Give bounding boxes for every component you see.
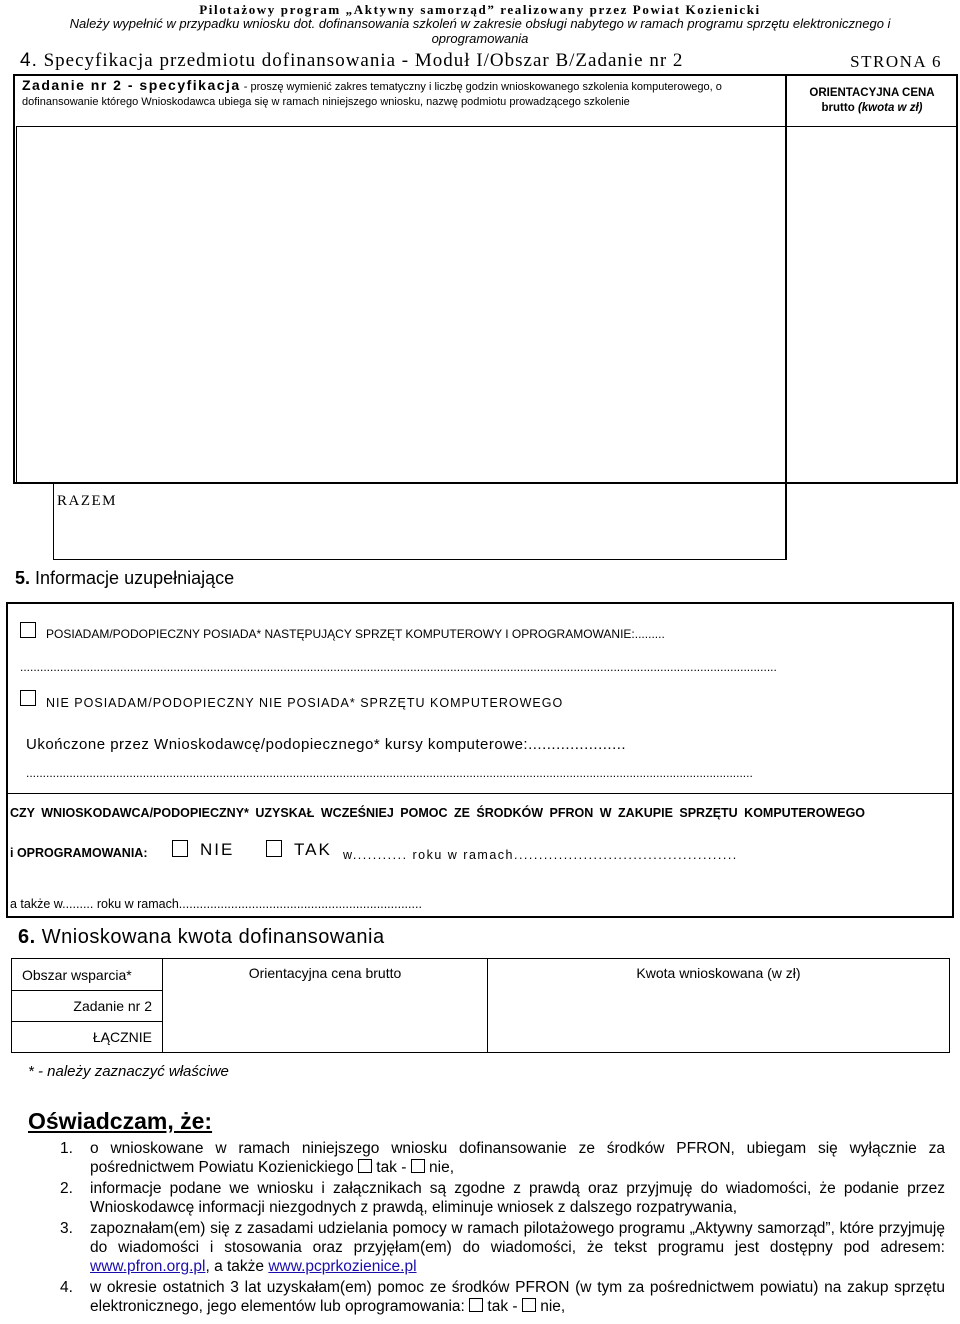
specification-instructions: - proszę wymienić zakres tematyczny i liczbę godzin wnioskowanego szkolenia komputerowego, o dofinansowanie którego Wnioskodawca ubiega się w ramach niniejszego wniosku, nazwę podmiotu prowadzącego szkolenie bbox=[22, 81, 722, 108]
pfron-question-continued: i OPROGRAMOWANIA: bbox=[10, 846, 148, 860]
form-instruction: Należy wypełnić w przypadku wniosku dot. dofinansowania szkoleń w zakresie obsługi nabytego w ramach programu sprzętu elektronicznego i oprogramowania bbox=[69, 16, 891, 46]
total-label: RAZEM bbox=[57, 493, 117, 509]
answer-no-checkbox[interactable] bbox=[172, 840, 188, 857]
has-equipment-checkbox[interactable] bbox=[20, 622, 36, 638]
total-row-label: ŁĄCZNIE bbox=[12, 1022, 163, 1053]
table-divider bbox=[787, 126, 957, 127]
price-header-unit: (kwota w zł) bbox=[857, 102, 923, 114]
answer-yes-label: TAK bbox=[294, 840, 332, 859]
yes-checkbox[interactable] bbox=[469, 1298, 483, 1312]
answer-yes-checkbox[interactable] bbox=[266, 840, 282, 857]
answer-yes-details[interactable]: w........... roku w ramach............................................. bbox=[343, 848, 738, 862]
declaration-item bbox=[60, 1139, 945, 1177]
section-6-number: 6. bbox=[18, 926, 36, 948]
declaration-list bbox=[60, 1139, 945, 1318]
footnote: * - należy zaznaczyć właściwe bbox=[28, 1063, 229, 1080]
answer-yes bbox=[266, 840, 332, 860]
pfron-link[interactable]: www.pfron.org.pl bbox=[90, 1258, 206, 1275]
amount-header: Kwota wnioskowana (w zł) bbox=[488, 959, 950, 1053]
declaration-item bbox=[60, 1278, 945, 1316]
pcpr-link[interactable]: www.pcprkozienice.pl bbox=[268, 1258, 417, 1275]
yes-checkbox[interactable] bbox=[358, 1159, 372, 1173]
declaration-text: informacje podane we wniosku i załącznikach są zgodne z prawdą oraz przyjmuję do wiadomości, że podanie przez Wnioskodawcę informacji niezgodnych z prawdą, eliminuje wniosek z dalszego rozpatrywania, bbox=[90, 1180, 945, 1216]
item-number: 2. bbox=[60, 1180, 73, 1197]
no-label: nie, bbox=[535, 1298, 566, 1315]
total-row bbox=[53, 482, 787, 560]
pfron-question: CZY WNIOSKODAWCA/PODOPIECZNY* UZYSKAŁ WCZEŚNIEJ POMOC ZE ŚRODKÓW PFRON W ZAKUPIE SPRZĘTU KOMPUTEROWEGO bbox=[10, 806, 866, 820]
courses-fill-line[interactable]: .......................................................................................................................................................................................................................... bbox=[26, 766, 753, 780]
area-header: Obszar wsparcia* bbox=[12, 959, 163, 991]
answer-no-label: NIE bbox=[200, 840, 235, 859]
table-row bbox=[12, 959, 950, 991]
page-number: STRONA 6 bbox=[850, 52, 942, 71]
specification-header bbox=[22, 78, 762, 110]
requested-amount-table bbox=[11, 958, 950, 1053]
section-6-title: Wnioskowana kwota dofinansowania bbox=[41, 926, 385, 948]
table-divider bbox=[16, 126, 17, 482]
section-5-heading bbox=[15, 568, 234, 589]
item-number: 4. bbox=[60, 1279, 73, 1296]
section-5-title: Informacje uzupełniające bbox=[35, 568, 235, 588]
no-equipment-checkbox[interactable] bbox=[20, 690, 36, 706]
no-equipment-label: NIE POSIADAM/PODOPIECZNY NIE POSIADA* SPRZĘTU KOMPUTEROWEGO bbox=[46, 696, 564, 710]
table-divider bbox=[16, 126, 786, 127]
no-checkbox[interactable] bbox=[522, 1298, 536, 1312]
section-4-title: Specyfikacja przedmiotu dofinansowania - Moduł I/Obszar B/Zadanie nr 2 bbox=[43, 50, 684, 71]
supplementary-info-box bbox=[6, 602, 954, 918]
has-equipment-label: POSIADAM/PODOPIECZNY POSIADA* NASTĘPUJĄCY SPRZĘT KOMPUTEROWY I OPROGRAMOWANIE:......... bbox=[46, 627, 665, 641]
specification-table bbox=[13, 74, 958, 484]
price-header-line1: ORIENTACYJNA CENA bbox=[809, 87, 935, 99]
declaration-title: Oświadczam, że: bbox=[28, 1108, 213, 1134]
program-header: Pilotażowy program „Aktywny samorząd” realizowany przez Powiat Kozienicki bbox=[199, 2, 761, 17]
no-label: nie, bbox=[424, 1159, 455, 1176]
yes-label: tak - bbox=[371, 1159, 411, 1176]
declaration-text-join: , a także bbox=[205, 1258, 269, 1275]
item-number: 3. bbox=[60, 1220, 73, 1237]
price-column-header bbox=[788, 86, 956, 116]
task-row-label: Zadanie nr 2 bbox=[12, 991, 163, 1022]
divider bbox=[8, 793, 952, 794]
section-6-heading bbox=[18, 926, 385, 949]
declaration-text: w okresie ostatnich 3 lat uzyskałam(em) pomoc ze środków PFRON (w tym za pośrednictwem powiatu) na zakup sprzętu elektronicznego, jego elementów lub oprogramowania: bbox=[90, 1279, 945, 1315]
answer-no bbox=[172, 840, 234, 860]
courses-field[interactable]: Ukończone przez Wnioskodawcę/podopiecznego* kursy komputerowe:..................... bbox=[26, 736, 627, 753]
also-received-field[interactable]: a także w......... roku w ramach...................................................................... bbox=[10, 897, 422, 911]
declaration-item bbox=[60, 1219, 945, 1276]
section-5-number: 5. bbox=[15, 568, 31, 588]
has-equipment-fill-line[interactable]: ................................................................................................................................................................................................................................... bbox=[20, 660, 777, 674]
yes-label: tak - bbox=[483, 1298, 522, 1315]
declaration-text: o wnioskowane w ramach niniejszego wniosku dofinansowanie ze środków PFRON, ubiegam się wyłącznie za pośrednictwem Powiatu Kozienickiego bbox=[90, 1140, 945, 1176]
specification-title: Zadanie nr 2 - specyfikacja bbox=[22, 77, 241, 93]
no-checkbox[interactable] bbox=[411, 1159, 425, 1173]
declaration-item bbox=[60, 1179, 945, 1217]
section-4-heading bbox=[20, 50, 942, 72]
declaration-text: zapoznałam(em) się z zasadami udzielania pomocy w ramach pilotażowego programu „Aktywny samorząd”, które przyjmuję do wiadomości i stosowania oraz przyjęłam(em) do wiadomości, że tekst programu jest dostępny pod adresem: bbox=[90, 1220, 945, 1256]
section-4-number: 4. bbox=[20, 50, 38, 71]
price-header-brutto: brutto bbox=[821, 102, 858, 114]
item-number: 1. bbox=[60, 1140, 73, 1157]
price-header: Orientacyjna cena brutto bbox=[163, 959, 488, 1053]
